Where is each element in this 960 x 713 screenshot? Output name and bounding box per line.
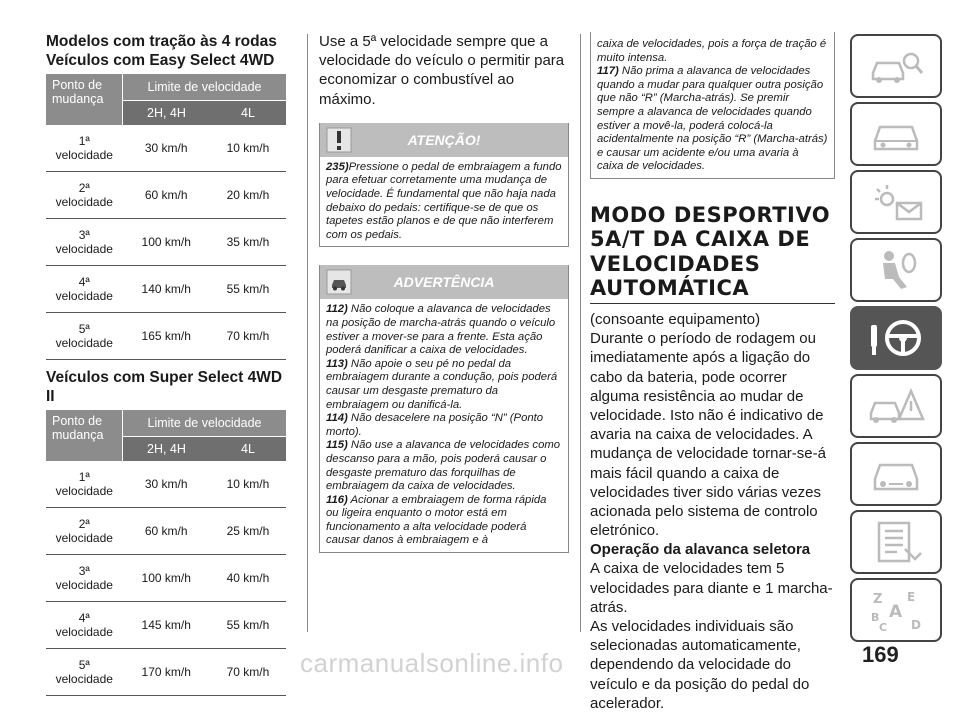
easy-select-table xyxy=(46,74,286,360)
header-col-4l: 4L xyxy=(210,437,286,462)
chapter-sidebar xyxy=(850,34,942,646)
gear-unit: velocidade xyxy=(55,242,113,256)
warning-text: Pressione o pedal de embraiagem a fundo para efetuar corretamente uma mudança de velocidade. É fundamental que não haja nada debaixo do pedais: certifique-se de que os tapetes estão planos e de que não interferem com os pedais. xyxy=(326,160,562,241)
svg-text:Z: Z xyxy=(873,592,883,607)
advertencia-header xyxy=(320,265,568,299)
gear-unit: velocidade xyxy=(55,148,113,162)
warning-title: ATENÇÃO! xyxy=(407,131,481,148)
car-breakdown-icon xyxy=(865,383,927,429)
gear-cell xyxy=(46,266,123,313)
item-117-number: 117) xyxy=(597,65,619,78)
alphabet-index-icon xyxy=(865,587,927,633)
gear-cell xyxy=(46,602,123,649)
sport-mode-paragraph-2: A caixa de velocidades tem 5 velocidades para diante e 1 marcha-atrás. As velocidades individuais são selecionadas automaticamente, dependendo da velocidade do veículo e da posição do pedal do acelerador. xyxy=(590,560,833,712)
header-speed-limit: Limite de velocidade xyxy=(123,410,287,437)
advertencia-item xyxy=(326,412,562,439)
gear-unit: velocidade xyxy=(55,195,113,209)
warning-header xyxy=(320,123,568,157)
steering-key-icon xyxy=(865,315,927,361)
advertencia-item-number: 114) xyxy=(326,412,348,425)
gear-cell xyxy=(46,125,123,172)
svg-text:C: C xyxy=(879,621,888,633)
table-row xyxy=(46,508,286,555)
tab-safety[interactable] xyxy=(850,238,942,302)
gear-unit: velocidade xyxy=(55,672,113,686)
table-row xyxy=(46,219,286,266)
speed-2h4h-cell: 30 km/h xyxy=(123,461,210,508)
svg-text:E: E xyxy=(907,590,916,604)
gear-number: 5ª xyxy=(78,658,90,672)
gear-unit: velocidade xyxy=(55,289,113,303)
tab-servicing[interactable] xyxy=(850,442,942,506)
speed-4l-cell: 10 km/h xyxy=(210,461,286,508)
column-divider xyxy=(307,34,308,632)
advertencia-item-number: 116) xyxy=(326,493,348,506)
advertencia-item-number: 112) xyxy=(326,303,348,316)
gear-number: 2ª xyxy=(78,181,90,195)
table-row xyxy=(46,555,286,602)
header-speed-limit: Limite de velocidade xyxy=(123,74,287,101)
advertencia-item xyxy=(326,494,562,548)
gear-number: 1ª xyxy=(78,470,90,484)
continued-text: caixa de velocidades, pois a força de tração é muito intensa. xyxy=(597,38,827,64)
gear-cell xyxy=(46,508,123,555)
table-row xyxy=(46,125,286,172)
header-col-2h4h: 2H, 4H xyxy=(123,101,210,126)
header-col-2h4h: 2H, 4H xyxy=(123,437,210,462)
airbag-seat-icon xyxy=(865,247,927,293)
super-select-table xyxy=(46,410,286,696)
gear-number: 1ª xyxy=(78,134,90,148)
speed-2h4h-cell: 170 km/h xyxy=(123,649,210,696)
car-caution-icon xyxy=(326,269,352,295)
advertencia-continued-box xyxy=(590,32,835,179)
watermark: carmanualsonline.info xyxy=(300,648,564,678)
column-middle xyxy=(319,32,569,553)
gear-unit: velocidade xyxy=(55,578,113,592)
speed-2h4h-cell: 30 km/h xyxy=(123,125,210,172)
warning-light-icon xyxy=(865,179,927,225)
tab-technical-data[interactable] xyxy=(850,510,942,574)
header-shift-point: Ponto de mudança xyxy=(46,74,123,125)
gear-unit: velocidade xyxy=(55,336,113,350)
page-number: 169 xyxy=(862,642,899,667)
warning-exclamation-icon xyxy=(326,127,352,153)
gear-cell xyxy=(46,172,123,219)
tab-warning-lights[interactable] xyxy=(850,170,942,234)
advertencia-item xyxy=(326,358,562,412)
gear-cell xyxy=(46,313,123,360)
table-row xyxy=(46,266,286,313)
gear-cell xyxy=(46,649,123,696)
tab-knowing-vehicle[interactable] xyxy=(850,34,942,98)
table-row xyxy=(46,313,286,360)
item-117-text: Não prima a alavanca de velocidades quando a mudar para qualquer outra posição que não “R” (Marcha-atrás). Se premir sempre a alavanca de velocidades quando estiver a movê-la, poderá colocá-la acidentalmente na posição “R” (Marcha-atrás) e causar um acidente e/ou uma avaria à caixa de velocidades. xyxy=(597,65,828,173)
advertencia-continued-body xyxy=(591,32,834,178)
column-divider xyxy=(580,34,581,632)
speed-4l-cell: 55 km/h xyxy=(210,266,286,313)
speed-2h4h-cell: 60 km/h xyxy=(123,508,210,555)
advertencia-item-text: Acionar a embraiagem de forma rápida ou ligeira enquanto o motor está em funcionamento a alta velocidade poderá causar danos à embraiagem e à xyxy=(326,493,547,547)
svg-text:D: D xyxy=(911,618,921,632)
advertencia-item-number: 113) xyxy=(326,357,348,370)
gear-cell xyxy=(46,219,123,266)
easy-select-title: Modelos com tração às 4 rodas Veículos com Easy Select 4WD xyxy=(46,33,277,69)
advertencia-item xyxy=(326,303,562,357)
car-dashboard-icon xyxy=(865,111,927,157)
speed-4l-cell: 25 km/h xyxy=(210,508,286,555)
table-row xyxy=(46,649,286,696)
gear-unit: velocidade xyxy=(55,625,113,639)
gear-number: 3ª xyxy=(78,564,90,578)
speed-2h4h-cell: 60 km/h xyxy=(123,172,210,219)
warning-number: 235) xyxy=(326,160,349,173)
gear-unit: velocidade xyxy=(55,484,113,498)
column-right xyxy=(590,32,835,713)
speed-2h4h-cell: 100 km/h xyxy=(123,555,210,602)
speed-2h4h-cell: 165 km/h xyxy=(123,313,210,360)
tab-index[interactable] xyxy=(850,578,942,642)
table-row xyxy=(46,602,286,649)
gear-number: 4ª xyxy=(78,275,90,289)
car-search-icon xyxy=(865,43,927,89)
advertencia-item-text: Não coloque a alavanca de velocidades na posição de marcha-atrás quando o veículo estiver a mover-se para a frente. Esta ação poderá danificar a caixa de velocidades. xyxy=(326,303,556,357)
gear-number: 3ª xyxy=(78,228,90,242)
speed-2h4h-cell: 100 km/h xyxy=(123,219,210,266)
warning-body xyxy=(320,157,568,247)
spec-list-icon xyxy=(865,519,927,565)
advertencia-box xyxy=(319,265,569,553)
advertencia-item-number: 115) xyxy=(326,439,348,452)
car-service-icon xyxy=(865,451,927,497)
speed-4l-cell: 55 km/h xyxy=(210,602,286,649)
gear-number: 4ª xyxy=(78,611,90,625)
header-shift-point: Ponto de mudança xyxy=(46,410,123,461)
tab-emergency[interactable] xyxy=(850,374,942,438)
speed-4l-cell: 70 km/h xyxy=(210,313,286,360)
gear-unit: velocidade xyxy=(55,531,113,545)
advertencia-title: ADVERTÊNCIA xyxy=(393,274,495,291)
gear-number: 5ª xyxy=(78,322,90,336)
intro-paragraph: Use a 5ª velocidade sempre que a velocidade do veículo o permitir para economizar o combustível ao máximo. xyxy=(319,33,565,108)
gear-cell xyxy=(46,461,123,508)
advertencia-body xyxy=(320,299,568,552)
speed-2h4h-cell: 140 km/h xyxy=(123,266,210,313)
gear-number: 2ª xyxy=(78,517,90,531)
speed-4l-cell: 35 km/h xyxy=(210,219,286,266)
table-row xyxy=(46,461,286,508)
svg-text:B: B xyxy=(871,611,880,624)
header-col-4l: 4L xyxy=(210,101,286,126)
table-row xyxy=(46,172,286,219)
advertencia-item-text: Não use a alavanca de velocidades como descanso para a mão, pois poderá causar o desgaste prematuro das forquilhas de embraiagem da caixa de velocidades. xyxy=(326,439,561,493)
super-select-title: Veículos com Super Select 4WD II xyxy=(46,369,283,405)
tab-starting-driving[interactable] xyxy=(850,306,942,370)
speed-4l-cell: 40 km/h xyxy=(210,555,286,602)
selector-lever-heading: Operação da alavanca seletora xyxy=(590,541,811,559)
advertencia-item-text: Não desacelere na posição “N” (Ponto morto). xyxy=(326,412,544,438)
svg-text:A: A xyxy=(889,602,903,622)
speed-4l-cell: 10 km/h xyxy=(210,125,286,172)
sport-mode-paragraph-1: (consoante equipamento) Durante o período de rodagem ou imediatamente após a ligação do cabo da bateria, pode ocorrer alguma resistência ao mudar de velocidade. Isto não é indicativo de avaria na caixa de velocidades. A mudança de velocidade tornar-se-á mais fácil quando a caixa de velocidades tiver sido várias vezes acionada pelo sistema de controlo eletrónico. xyxy=(590,310,826,540)
speed-4l-cell: 20 km/h xyxy=(210,172,286,219)
speed-2h4h-cell: 145 km/h xyxy=(123,602,210,649)
advertencia-item-text: Não apoie o seu pé no pedal da embraiagem durante a condução, pois poderá causar um desgaste prematuro da embraiagem ou danificá-la. xyxy=(326,357,558,411)
gear-cell xyxy=(46,555,123,602)
sport-mode-title: MODO DESPORTIVO 5A/T DA CAIXA DE VELOCIDADES AUTOMÁTICA xyxy=(590,203,835,304)
speed-4l-cell: 70 km/h xyxy=(210,649,286,696)
column-speed-tables xyxy=(46,32,286,696)
warning-box xyxy=(319,123,569,248)
advertencia-item xyxy=(326,439,562,493)
tab-dashboard[interactable] xyxy=(850,102,942,166)
